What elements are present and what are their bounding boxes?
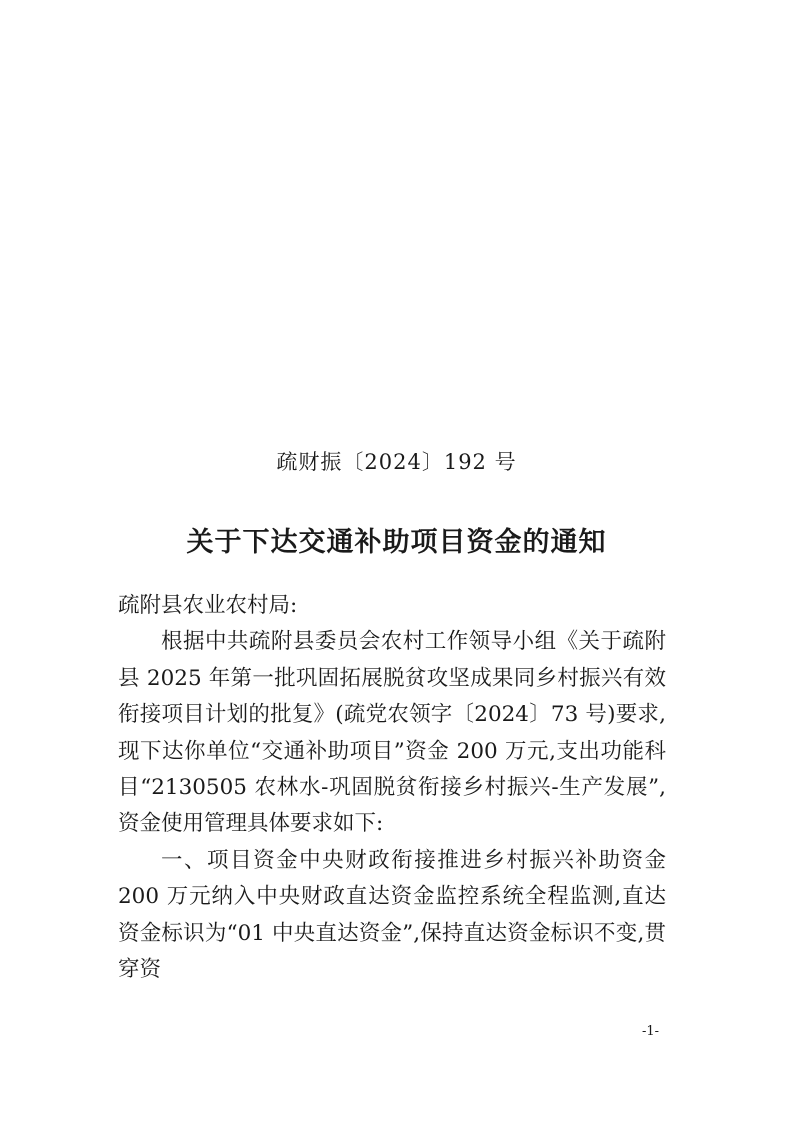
document-title: 关于下达交通补助项目资金的通知 [186,527,607,558]
paragraph-1: 根据中共疏附县委员会农村工作领导小组《关于疏附县 2025 年第一批巩固拓展脱贫攻坚成果同乡村振兴有效衔接项目计划的批复》(疏党农领字〔2024〕73 号)要求,现下达你单位“交通补助项目”资金 200 万元,支出功能科目“2130505 农林水-巩固脱贫衔接乡村振兴-生产发展”,资金使用管理具体要求如下: [118,629,666,837]
document-number: 疏财振〔2024〕192 号 [276,450,517,474]
document-body [118,588,666,988]
page-number: -1- [642,1024,660,1039]
paragraph-2: 一、项目资金中央财政衔接推进乡村振兴补助资金 200 万元纳入中央财政直达资金监控系统全程监测,直达资金标识为“01 中央直达资金”,保持直达资金标识不变,贯穿资 [118,847,666,983]
salutation: 疏附县农业农村局: [118,593,298,618]
